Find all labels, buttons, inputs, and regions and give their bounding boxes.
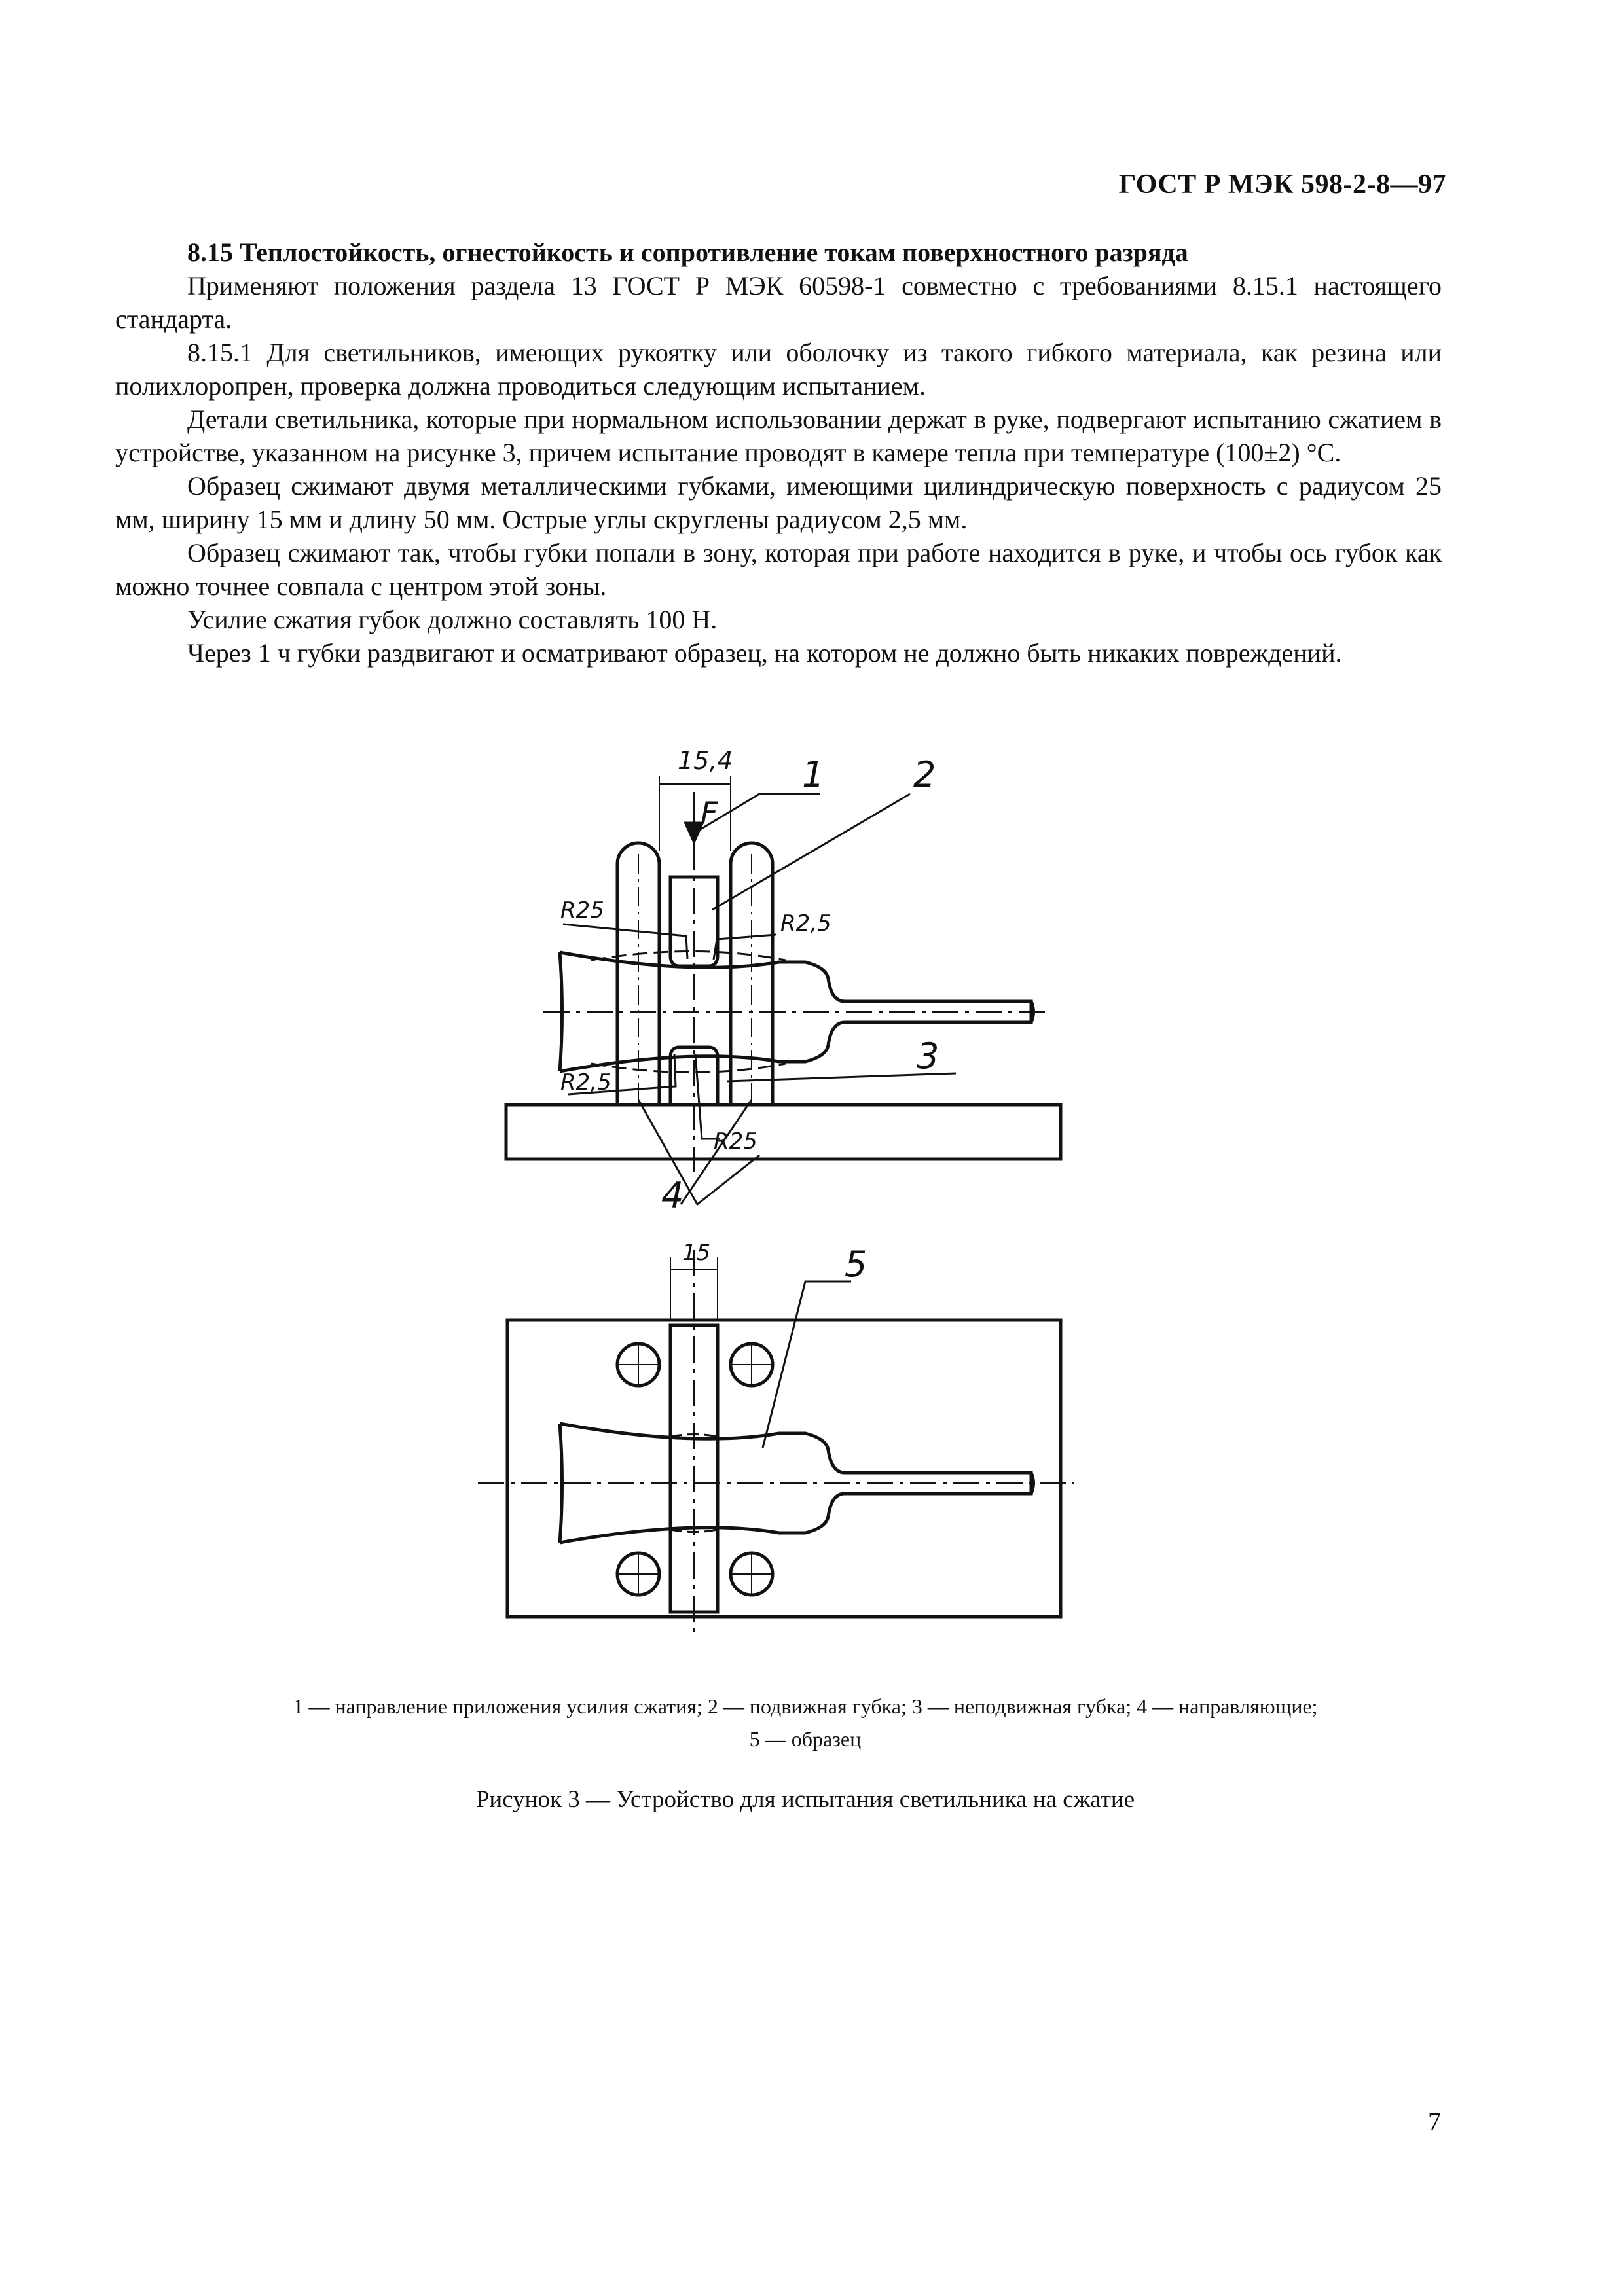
callout-5: 5: [845, 1244, 867, 1285]
paragraph: 8.15.1 Для светильников, имеющих рукоятку или оболочку из такого гибкого материала, как резина или полихлоропрен, проверка должна проводиться следующим испытанием.: [115, 338, 1442, 401]
figure-legend: [118, 1690, 1493, 1755]
top-view: [478, 1250, 1074, 1636]
dimension-label-15: 15: [682, 1240, 711, 1266]
leader-5: [763, 1282, 851, 1448]
callout-2: 2: [913, 754, 936, 795]
paragraph: Через 1 ч губки раздвигают и осматривают образец, на котором не должно быть никаких повреждений.: [187, 638, 1342, 668]
jaw-radius-hidden: [591, 1064, 786, 1073]
radius-label: R2,5: [780, 910, 831, 937]
paragraph: Образец сжимают двумя металлическими губками, имеющими цилиндрическую поверхность с радиусом 25 мм, ширину 15 мм и длину 50 мм. Острые углы скруглены радиусом 2,5 мм.: [115, 471, 1442, 534]
document-code-header: ГОСТ Р МЭК 598-2-8—97: [1118, 170, 1446, 200]
paragraph: Применяют положения раздела 13 ГОСТ Р МЭК 60598-1 совместно с требованиями 8.15.1 настоящего стандарта.: [115, 271, 1442, 334]
paragraph: Детали светильника, которые при нормальном использовании держат в руке, подвергают испытанию сжатием в устройстве, указанном на рисунке 3, причем испытание проводят в камере тепла при температуре (100±2) °С.: [115, 404, 1442, 467]
side-view: [506, 776, 1061, 1204]
radius-label: R25: [714, 1128, 757, 1155]
leader-r2-5-upper: [714, 935, 776, 960]
page-number: 7: [1428, 2107, 1441, 2136]
force-label: F: [701, 795, 718, 831]
radius-label: R2,5: [560, 1069, 611, 1096]
sample-break: [560, 1424, 562, 1543]
body-text: [115, 236, 1442, 670]
callout-4: 4: [661, 1175, 684, 1216]
dimension-label-15-4: 15,4: [678, 746, 733, 775]
paragraph: Образец сжимают так, чтобы губки попали в зону, которая при работе находится в руке, и чтобы ось губок как можно точнее совпала с центром этой зоны.: [115, 538, 1442, 601]
jaw-radius-hidden: [591, 952, 786, 961]
legend-line: 1 — направление приложения усилия сжатия; 2 — подвижная губка; 3 — неподвижная губка; 4 — направляющие;: [293, 1695, 1318, 1718]
force-arrowhead: [686, 823, 702, 841]
base-plate: [506, 1105, 1061, 1159]
radius-label: R25: [560, 897, 604, 924]
paragraph: Усилие сжатия губок должно составлять 100 Н.: [187, 605, 718, 634]
legend-line: 5 — образец: [749, 1727, 862, 1751]
callout-3: 3: [917, 1035, 939, 1077]
callout-1: 1: [802, 754, 825, 795]
figure-caption: Рисунок 3 — Устройство для испытания светильника на сжатие: [475, 1786, 1135, 1813]
leader-2: [712, 794, 910, 910]
section-heading: 8.15 Теплостойкость, огнестойкость и сопротивление токам поверхностного разряда: [187, 238, 1188, 267]
